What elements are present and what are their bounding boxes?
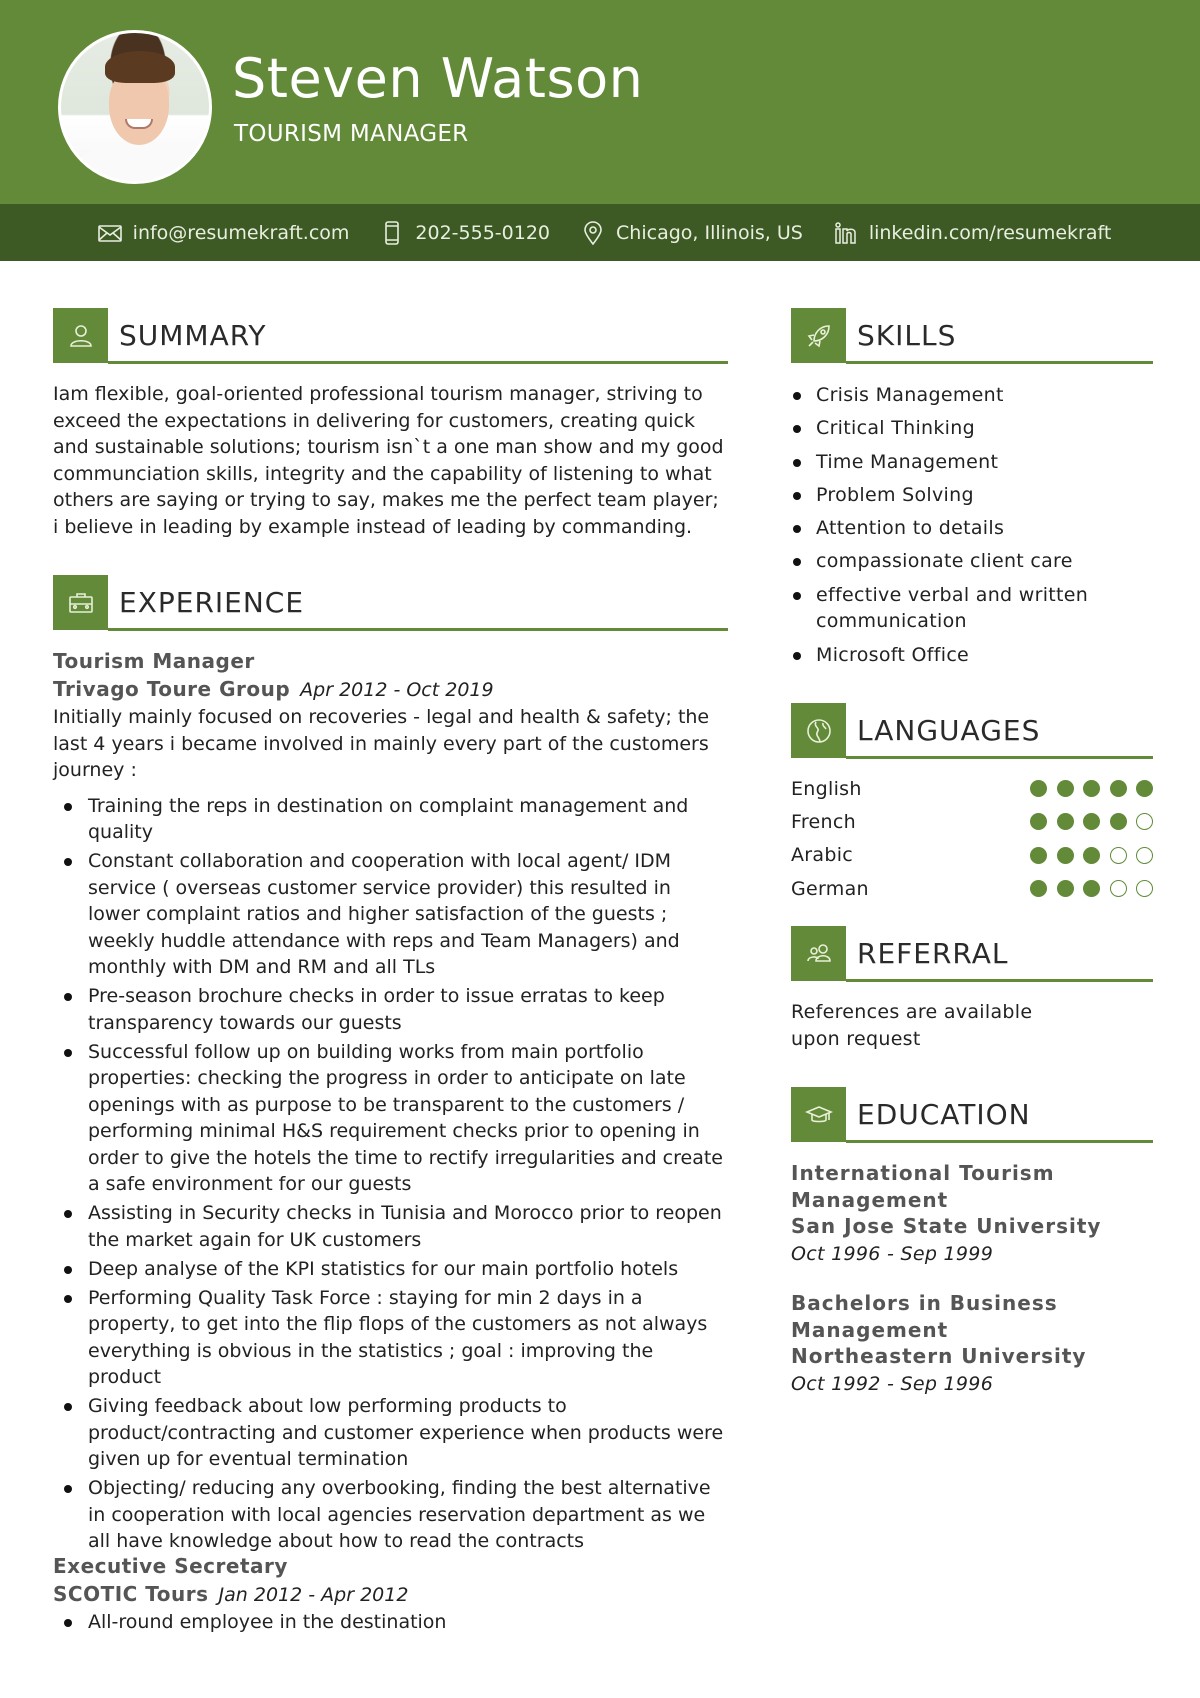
rating-dot-empty <box>1110 880 1127 897</box>
language-rating <box>1030 780 1153 797</box>
users-icon <box>804 939 834 969</box>
summary-text: Iam flexible, goal-oriented professional tourism manager, striving to exceed the expectations in delivering for customers, creating quick and sustainable solutions; tourism isn`t a one man show and my good communciation skills, integrity and the capability of listening to what others are saying or trying to say, makes me the perfect team player; i believe in leading by example instead of leading by commanding. <box>53 383 724 538</box>
skill-item: effective verbal and written communication <box>791 582 1153 635</box>
language-name: Arabic <box>791 844 854 867</box>
contact-phone[interactable] <box>379 220 550 246</box>
experience-icon-box <box>53 575 108 630</box>
referral-text: References are available upon request <box>791 1001 1033 1050</box>
job-bullet: Pre-season brochure checks in order to issue erratas to keep transparency towards our guests <box>53 983 728 1036</box>
rating-dot-filled <box>1057 813 1074 830</box>
education-section-header <box>791 1087 1153 1143</box>
job-bullet: Performing Quality Task Force : staying for min 2 days in a property, to get into the flip flops of the customers as not always everything is obvious in the statistics ; goal : improving the product <box>53 1285 728 1391</box>
experience-underline <box>108 628 728 631</box>
job-bullets <box>53 1609 728 1636</box>
referral-underline <box>846 979 1153 982</box>
rating-dot-filled <box>1030 847 1047 864</box>
job-bullet: Objecting/ reducing any overbooking, finding the best alternative in cooperation with local agencies reservation department as we all have knowledge about how to read the contracts <box>53 1475 728 1555</box>
job-company: SCOTIC Tours <box>53 1582 209 1606</box>
languages-list <box>791 772 1153 905</box>
rating-dot-filled <box>1030 780 1047 797</box>
language-rating <box>1030 880 1153 897</box>
rating-dot-filled <box>1083 780 1100 797</box>
referral-section-header <box>791 926 1153 982</box>
skill-item: compassionate client care <box>791 548 1153 575</box>
skill-item: Time Management <box>791 449 1153 476</box>
job-bullet: Constant collaboration and cooperation with local agent/ IDM service ( overseas customer service provider) this resulted in lower complaint ratios and higher satisfaction of the guests ; weekly huddle attendance with reps and Team Managers) and monthly with DM and RM and all TLs <box>53 848 728 981</box>
language-rating <box>1030 847 1153 864</box>
job-dates: Jan 2012 - Apr 2012 <box>218 1584 409 1606</box>
skill-item: Crisis Management <box>791 382 1153 409</box>
skills-section-header <box>791 308 1153 364</box>
summary-icon-box <box>53 308 108 363</box>
globe-icon <box>804 716 834 746</box>
contact-email[interactable] <box>97 220 350 246</box>
languages-heading: LANGUAGES <box>857 714 1041 747</box>
language-row <box>791 772 1153 805</box>
job-bullet: Training the reps in destination on complaint management and quality <box>53 793 728 846</box>
skill-item: Problem Solving <box>791 482 1153 509</box>
education-heading: EDUCATION <box>857 1098 1031 1131</box>
language-name: French <box>791 810 856 833</box>
language-row <box>791 805 1153 838</box>
languages-icon-box <box>791 703 846 758</box>
education-degree: International Tourism Management <box>791 1161 1055 1212</box>
experience-section-header <box>53 575 728 631</box>
languages-underline <box>846 756 1153 759</box>
experience-job-2 <box>53 1553 728 1638</box>
rating-dot-filled <box>1110 780 1127 797</box>
email-text: info@resumekraft.com <box>132 221 350 244</box>
job-bullets <box>53 793 728 1555</box>
referral-icon-box <box>791 926 846 981</box>
education-school: Northeastern University <box>791 1344 1087 1368</box>
education-school: San Jose State University <box>791 1214 1102 1238</box>
skill-item: Critical Thinking <box>791 415 1153 442</box>
linkedin-text: linkedin.com/resumekraft <box>868 221 1112 244</box>
experience-job-1 <box>53 648 728 1557</box>
skill-item: Microsoft Office <box>791 642 1153 669</box>
phone-text: 202-555-0120 <box>415 221 551 244</box>
language-name: German <box>791 877 869 900</box>
rating-dot-filled <box>1083 813 1100 830</box>
graduation-cap-icon <box>804 1100 834 1130</box>
photo-shirt <box>71 143 207 184</box>
job-dates: Apr 2012 - Oct 2019 <box>300 679 494 701</box>
languages-section-header <box>791 703 1153 759</box>
rating-dot-empty <box>1136 847 1153 864</box>
phone-icon <box>379 220 405 246</box>
summary-heading: SUMMARY <box>119 319 267 352</box>
rating-dot-filled <box>1030 880 1047 897</box>
job-bullet: All-round employee in the destination <box>53 1609 728 1636</box>
job-bullet: Successful follow up on building works from main portfolio properties: checking the progress in order to anticipate on late openings with as purpose to be transparent to the customers / performing minimal H&S requirement checks prior to opening in order to give the hotels the time to rectify irregularities and create a safe environment for our guests <box>53 1039 728 1198</box>
job-company-line <box>53 675 728 704</box>
referral-heading: REFERRAL <box>857 937 1009 970</box>
job-bullet: Assisting in Security checks in Tunisia and Morocco prior to reopen the market again for UK customers <box>53 1200 728 1253</box>
candidate-name: Steven Watson <box>232 47 644 110</box>
language-row <box>791 839 1153 872</box>
education-item <box>791 1160 1153 1268</box>
language-row <box>791 872 1153 905</box>
rating-dot-filled <box>1057 847 1074 864</box>
rating-dot-filled <box>1057 880 1074 897</box>
rating-dot-filled <box>1030 813 1047 830</box>
rating-dot-empty <box>1136 813 1153 830</box>
job-company: Trivago Toure Group <box>53 677 291 701</box>
job-bullet: Deep analyse of the KPI statistics for our main portfolio hotels <box>53 1256 728 1283</box>
summary-underline <box>108 361 728 364</box>
rating-dot-filled <box>1057 780 1074 797</box>
rating-dot-filled <box>1083 880 1100 897</box>
skills-icon-box <box>791 308 846 363</box>
profile-photo <box>58 30 212 184</box>
education-dates: Oct 1996 - Sep 1999 <box>791 1242 994 1265</box>
skills-list <box>791 382 1153 675</box>
skill-item: Attention to details <box>791 515 1153 542</box>
language-rating <box>1030 813 1153 830</box>
rating-dot-filled <box>1110 813 1127 830</box>
rating-dot-filled <box>1136 780 1153 797</box>
rating-dot-empty <box>1110 847 1127 864</box>
linkedin-icon <box>833 220 859 246</box>
education-underline <box>846 1140 1153 1143</box>
summary-section-header <box>53 308 728 364</box>
rocket-icon <box>804 321 834 351</box>
job-title: Tourism Manager <box>53 649 255 673</box>
rating-dot-filled <box>1083 847 1100 864</box>
resume-header <box>0 0 1200 204</box>
location-text: Chicago, Illinois, US <box>616 221 803 244</box>
contact-bar <box>0 204 1200 261</box>
rating-dot-empty <box>1136 880 1153 897</box>
education-icon-box <box>791 1087 846 1142</box>
job-title: Executive Secretary <box>53 1554 288 1578</box>
job-bullet: Giving feedback about low performing products to product/contracting and customer experience when products were given up for eventual termination <box>53 1393 728 1473</box>
candidate-job-title: TOURISM MANAGER <box>234 121 469 147</box>
education-item <box>791 1290 1153 1398</box>
envelope-icon <box>97 220 123 246</box>
education-dates: Oct 1992 - Sep 1996 <box>791 1372 994 1395</box>
contact-linkedin[interactable] <box>833 220 1112 246</box>
job-description: Initially mainly focused on recoveries - legal and health & safety; the last 4 years i became involved in mainly every part of the customers journey : <box>53 706 710 781</box>
briefcase-icon <box>66 588 96 618</box>
photo-hair <box>105 51 175 83</box>
skills-heading: SKILLS <box>857 319 957 352</box>
language-name: English <box>791 777 862 800</box>
map-pin-icon <box>580 220 606 246</box>
skills-underline <box>846 361 1153 364</box>
contact-location <box>580 220 803 246</box>
user-icon <box>66 321 96 351</box>
job-company-line <box>53 1580 728 1609</box>
experience-heading: EXPERIENCE <box>119 586 305 619</box>
education-degree: Bachelors in Business Management <box>791 1291 1058 1342</box>
